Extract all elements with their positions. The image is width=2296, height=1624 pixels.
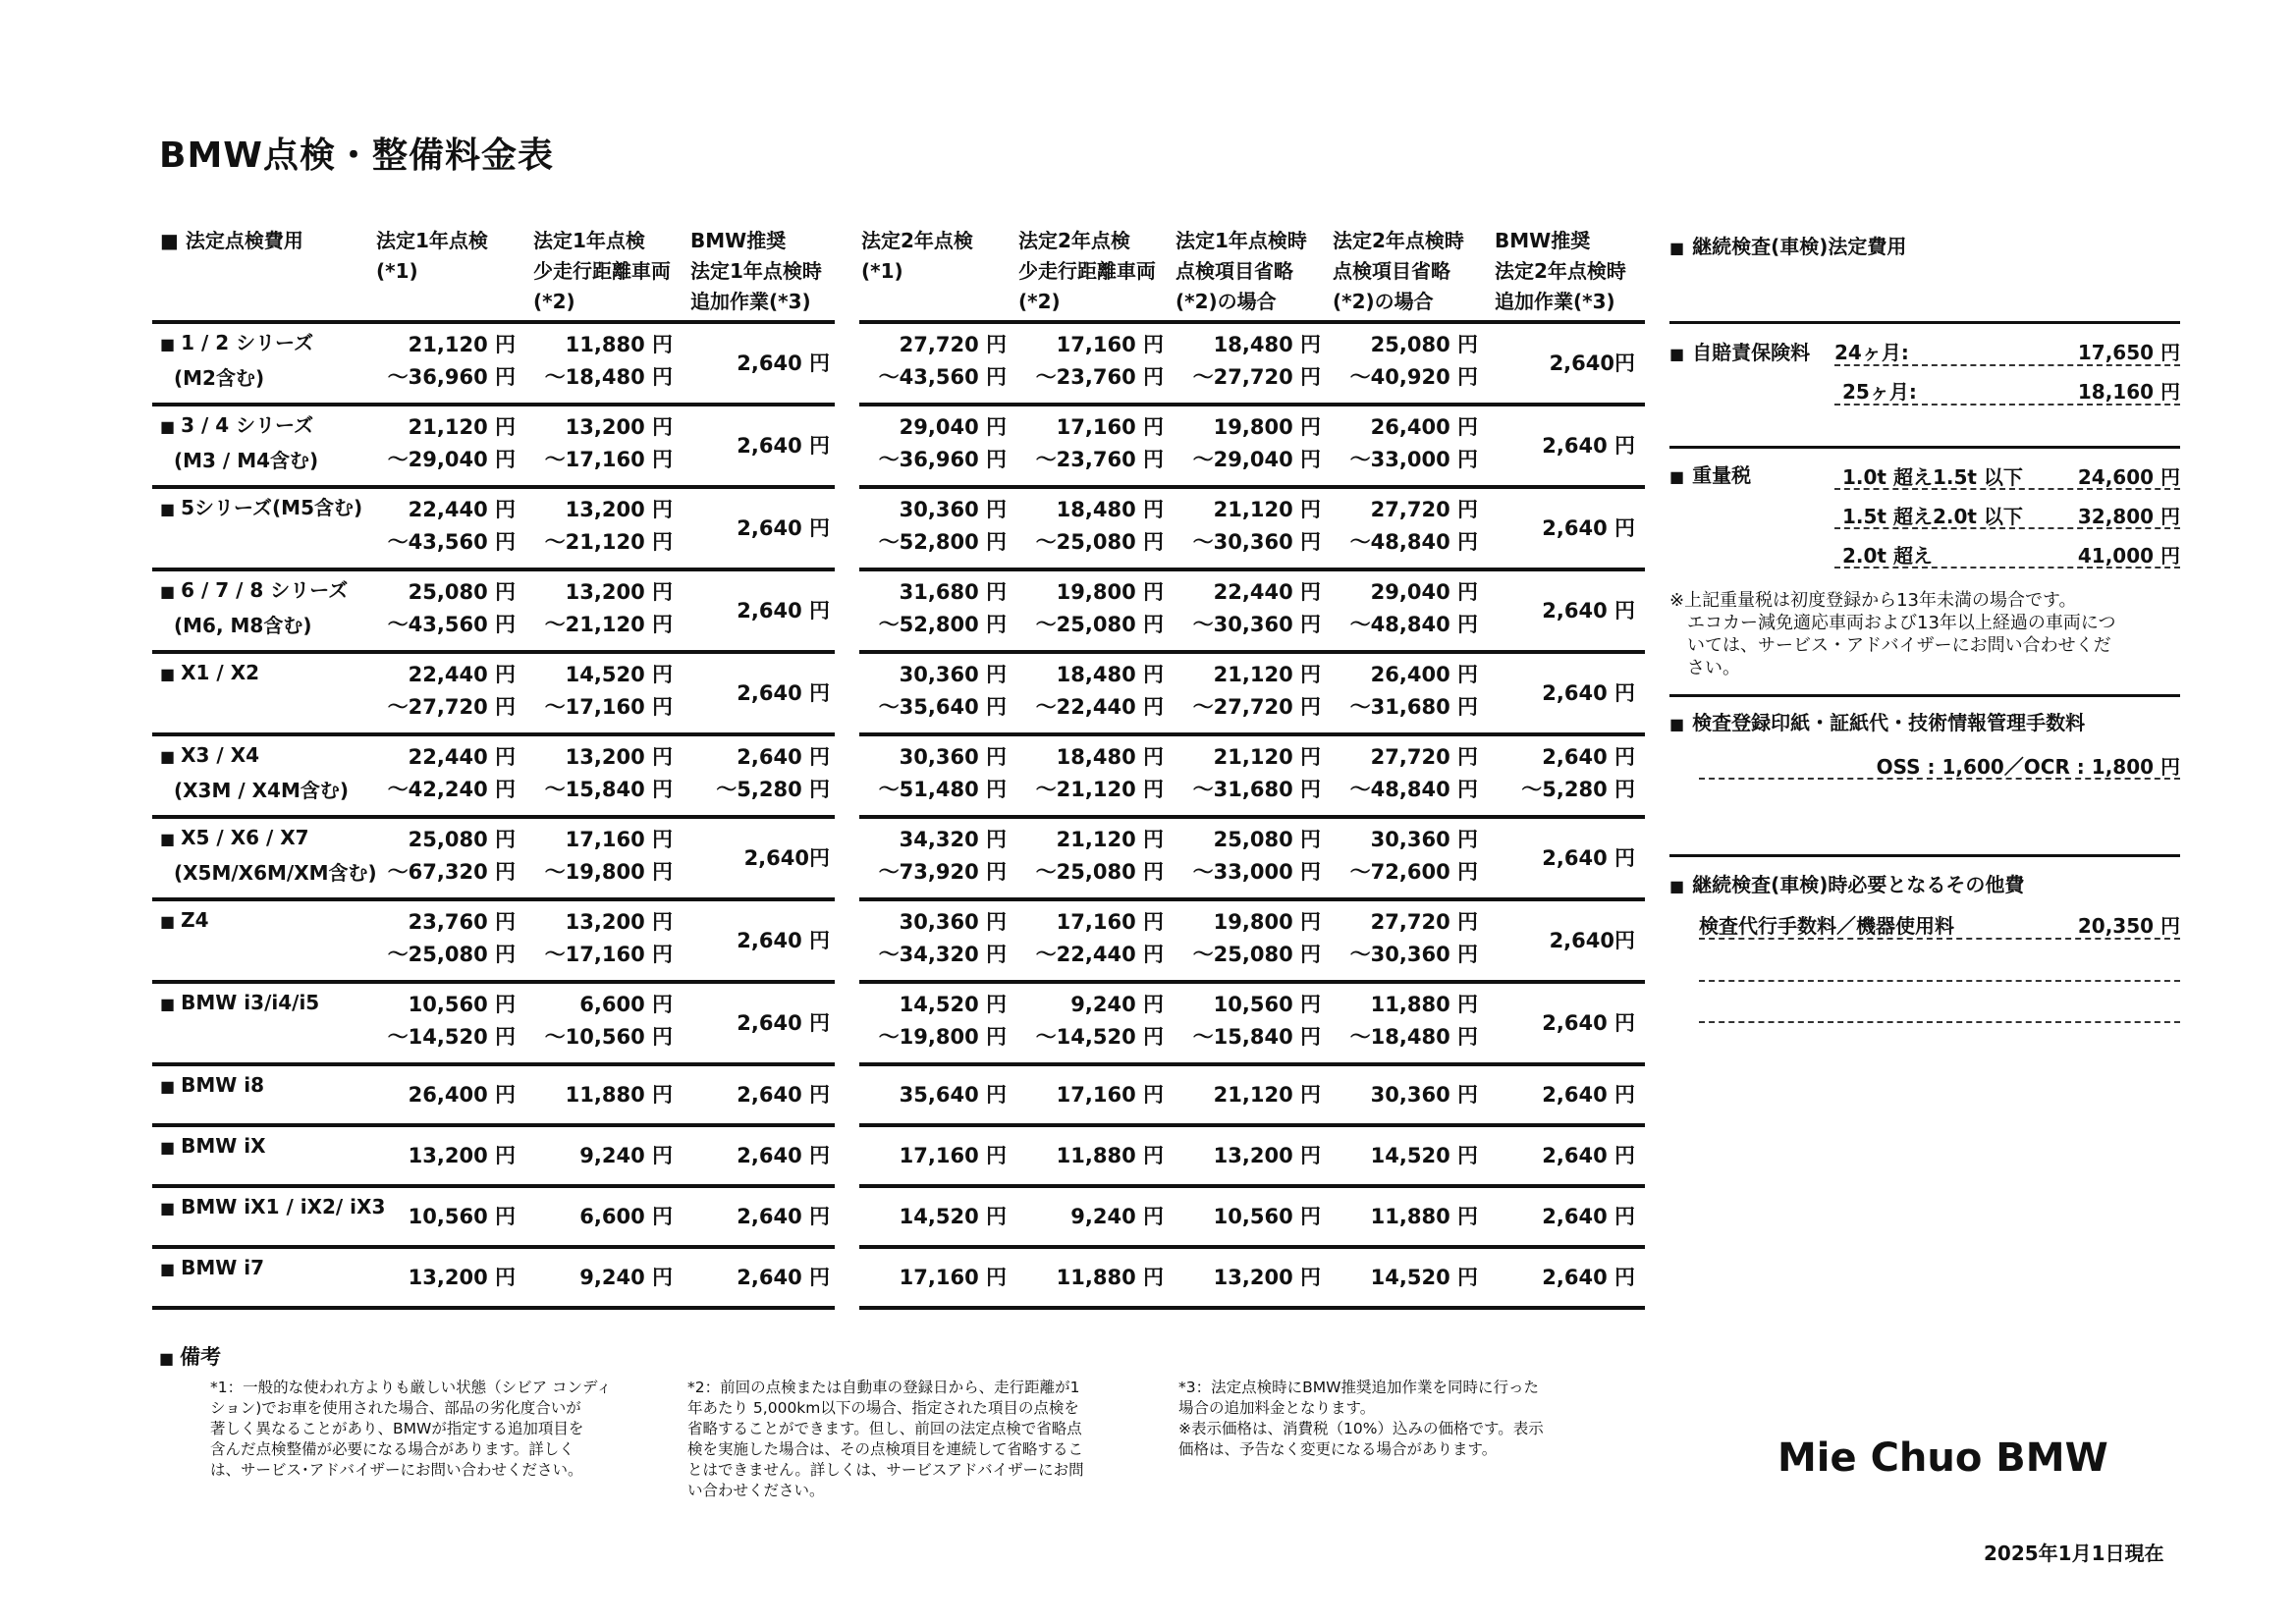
- price-cell: 14,520 円: [899, 1204, 1007, 1228]
- dealer-logo-text: Mie Chuo BMW: [1777, 1435, 2108, 1481]
- jibaiseki-price: 17,650 円: [2077, 341, 2180, 364]
- price-cell: 2,640 円: [1542, 1143, 1635, 1167]
- juryo-term: 1.5t 超え2.0t 以下: [1842, 505, 2023, 528]
- model-label: BMW iX1 / iX2/ iX3: [181, 1195, 386, 1218]
- price-cell: 30,360 円: [899, 910, 1007, 934]
- price-cell: 2,640円: [1549, 351, 1635, 375]
- model-label: X5 / X6 / X7: [181, 826, 309, 849]
- price-cell: 14,520 円: [1370, 1265, 1478, 1289]
- model-name: [160, 326, 313, 361]
- price-cell: 2,640 円: [1542, 680, 1635, 705]
- price-cell: 2,640 円: [1542, 1204, 1635, 1228]
- price-cell: 13,200 円: [565, 745, 673, 769]
- price-cell: 13,200 円: [1213, 1143, 1321, 1167]
- column-header: 法定1年点検 (*1): [376, 229, 488, 283]
- price-cell: 2,640 円: [737, 598, 830, 623]
- price-cell: ～40,920 円: [1349, 365, 1478, 389]
- table-row: [152, 489, 1645, 568]
- table-row: [152, 736, 1645, 815]
- other-fee-heading: ■ 継続検査(車検)時必要となるその他費: [1669, 873, 2025, 896]
- bullet-icon: ■: [160, 1199, 176, 1218]
- price-cell: 25,080 円: [1213, 828, 1321, 851]
- price-cell: ～19,800 円: [878, 1025, 1007, 1049]
- model-name: [160, 1068, 264, 1104]
- price-cell: ～33,000 円: [1349, 448, 1478, 471]
- price-cell: 17,160 円: [1056, 910, 1164, 934]
- column-header: BMW推奨 法定2年点検時 追加作業(*3): [1495, 229, 1626, 313]
- model-name: [160, 656, 259, 691]
- price-cell: ～25,080 円: [1035, 530, 1164, 554]
- price-cell: ～27,720 円: [1192, 695, 1321, 719]
- price-cell: 2,640 円: [737, 351, 830, 375]
- price-cell: 14,520 円: [565, 663, 673, 686]
- price-cell: 30,360 円: [1370, 828, 1478, 851]
- price-cell: 17,160 円: [1056, 415, 1164, 439]
- juryo-term: 2.0t 超え: [1842, 544, 1933, 568]
- price-cell: 2,640円: [743, 845, 830, 870]
- model-sub: (X3M / X4M含む): [174, 779, 349, 802]
- price-cell: 9,240 円: [1070, 993, 1164, 1016]
- price-cell: 13,200 円: [565, 580, 673, 604]
- price-cell: 2,640 円: [1542, 1010, 1635, 1035]
- juryo-term: 1.0t 超え1.5t 以下: [1842, 465, 2023, 489]
- price-cell: 18,480 円: [1056, 663, 1164, 686]
- model-sub: (M3 / M4含む): [174, 449, 319, 472]
- model-label: 3 / 4 シリーズ: [181, 413, 314, 437]
- price-cell: 19,800 円: [1056, 580, 1164, 604]
- bullet-icon: ■: [160, 912, 176, 931]
- price-cell: 2,640円: [1549, 928, 1635, 952]
- juryo-label: ■ 重量税: [1669, 463, 1752, 487]
- table-row: [152, 819, 1645, 897]
- price-cell: 35,640 円: [899, 1082, 1007, 1107]
- price-cell: ～34,320 円: [878, 943, 1007, 966]
- row-divider: [859, 1306, 1645, 1310]
- price-cell: 21,120 円: [408, 415, 516, 439]
- model-label: BMW i7: [181, 1256, 265, 1279]
- other-fee-price: 20,350 円: [2077, 914, 2180, 938]
- price-cell: 21,120 円: [1213, 1082, 1321, 1107]
- bullet-icon: ■: [160, 1077, 176, 1096]
- price-cell: 27,720 円: [1370, 745, 1478, 769]
- price-cell: 13,200 円: [565, 415, 673, 439]
- price-cell: 17,160 円: [1056, 1082, 1164, 1107]
- price-cell: 11,880 円: [1370, 1204, 1478, 1228]
- price-cell: 17,160 円: [899, 1143, 1007, 1167]
- price-cell: 2,640 円: [1542, 433, 1635, 458]
- price-cell: 13,200 円: [565, 498, 673, 521]
- price-cell: 2,640 円: [737, 433, 830, 458]
- price-cell: ～72,600 円: [1349, 860, 1478, 884]
- price-cell: ～21,120 円: [1035, 778, 1164, 801]
- price-cell: ～31,680 円: [1349, 695, 1478, 719]
- model-label: X1 / X2: [181, 661, 260, 684]
- price-cell: ～5,280 円: [1521, 778, 1635, 801]
- price-cell: ～43,560 円: [387, 530, 516, 554]
- bullet-icon: ■: [160, 747, 176, 766]
- dotted-line: [1699, 980, 2180, 982]
- price-cell: 2,640 円: [1542, 598, 1635, 623]
- model-label: BMW i8: [181, 1073, 265, 1097]
- price-cell: ～18,480 円: [1349, 1025, 1478, 1049]
- column-header: 法定2年点検 (*1): [861, 229, 973, 283]
- price-cell: ～27,720 円: [1192, 365, 1321, 389]
- price-cell: 2,640 円: [1542, 845, 1635, 870]
- price-cell: 11,880 円: [1056, 1265, 1164, 1289]
- table-row: [152, 1127, 1645, 1184]
- footnote-2: *2：前回の点検または自動車の登録日から、走行距離が1 年あたり 5,000km以下の場合、指定された項目の点検を 省略することができます。但し、前回の法定点検で省略点 検を実施した場合は、その点検項目を連続して省略するこ とはできません。詳しくは、サービスアドバイザーにお問 い合わせください。: [687, 1379, 1084, 1499]
- price-cell: 22,440 円: [408, 498, 516, 521]
- juryo-note: ※上記重量税は初度登録から13年未満の場合です。 エコカー減免適応車両および13年以上経過の車両につ いては、サービス・アドバイザーにお問い合わせくだ さい。: [1669, 590, 2116, 678]
- price-cell: 23,760 円: [408, 910, 516, 934]
- price-cell: 2,640 円: [737, 1010, 830, 1035]
- price-cell: 18,480 円: [1213, 333, 1321, 356]
- model-name: [160, 573, 348, 609]
- divider: [1669, 321, 2180, 324]
- juryo-price: 41,000 円: [2077, 544, 2180, 568]
- price-cell: 27,720 円: [899, 333, 1007, 356]
- other-fee-item: 検査代行手数料／機器使用料: [1699, 914, 1954, 938]
- bullet-icon: ■: [160, 582, 176, 601]
- price-cell: ～15,840 円: [1192, 1025, 1321, 1049]
- price-cell: ～31,680 円: [1192, 778, 1321, 801]
- price-cell: ～52,800 円: [878, 530, 1007, 554]
- juryo-price: 24,600 円: [2077, 465, 2180, 489]
- price-cell: ～22,440 円: [1035, 695, 1164, 719]
- jibaiseki-term: 25ヶ月:: [1842, 380, 1917, 404]
- price-cell: 17,160 円: [899, 1265, 1007, 1289]
- dotted-line: [1699, 938, 2180, 940]
- price-cell: 10,560 円: [408, 993, 516, 1016]
- model-label: 1 / 2 シリーズ: [181, 331, 314, 354]
- column-header: ■ 法定点検費用: [160, 229, 303, 252]
- price-cell: 2,640 円: [1542, 1082, 1635, 1107]
- divider: [1669, 446, 2180, 449]
- price-cell: 10,560 円: [1213, 993, 1321, 1016]
- price-cell: 34,320 円: [899, 828, 1007, 851]
- price-cell: 13,200 円: [1213, 1265, 1321, 1289]
- model-name: [160, 738, 259, 774]
- price-cell: 2,640 円: [1542, 745, 1635, 769]
- price-cell: 26,400 円: [1370, 415, 1478, 439]
- row-divider: [152, 1306, 835, 1310]
- price-cell: 11,880 円: [1370, 993, 1478, 1016]
- price-cell: 11,880 円: [565, 1082, 673, 1107]
- table-row: [152, 571, 1645, 650]
- model-label: Z4: [181, 908, 209, 932]
- price-cell: 25,080 円: [1370, 333, 1478, 356]
- price-cell: ～29,040 円: [387, 448, 516, 471]
- price-cell: ～17,160 円: [544, 695, 673, 719]
- price-cell: 26,400 円: [1370, 663, 1478, 686]
- bullet-icon: ■: [160, 830, 176, 848]
- dotted-line: [1834, 488, 2180, 490]
- table-row: [152, 1066, 1645, 1123]
- column-header: 法定1年点検時 点検項目省略 (*2)の場合: [1175, 229, 1307, 313]
- price-cell: 13,200 円: [565, 910, 673, 934]
- inspection-stamp-heading: ■ 検査登録印紙・証紙代・技術情報管理手数料: [1669, 711, 2086, 734]
- price-cell: ～19,800 円: [544, 860, 673, 884]
- price-cell: 17,160 円: [565, 828, 673, 851]
- price-cell: ～30,360 円: [1349, 943, 1478, 966]
- model-label: 6 / 7 / 8 シリーズ: [181, 578, 349, 602]
- table-row: [152, 984, 1645, 1062]
- model-sub: (X5M/X6M/XM含む): [174, 861, 377, 885]
- price-cell: 25,080 円: [408, 580, 516, 604]
- footnote-1: *1：一般的な使われ方よりも厳しい状態（シビア コンディ ション)でお車を使用された場合、部品の劣化度合いが 著しく異なることがあり、BMWが指定する追加項目を 含んだ点検整備が必要になる場合があります。詳しく は、サービス･アドバイザーにお問い合わせください。: [210, 1379, 612, 1479]
- price-cell: 21,120 円: [408, 333, 516, 356]
- price-cell: 2,640 円: [737, 1265, 830, 1289]
- price-cell: 31,680 円: [899, 580, 1007, 604]
- table-row: [152, 654, 1645, 732]
- price-cell: ～48,840 円: [1349, 530, 1478, 554]
- model-label: BMW i3/i4/i5: [181, 991, 320, 1014]
- price-cell: 22,440 円: [1213, 580, 1321, 604]
- price-cell: ～23,760 円: [1035, 365, 1164, 389]
- price-cell: 2,640 円: [737, 680, 830, 705]
- price-cell: 9,240 円: [579, 1265, 673, 1289]
- dotted-line: [1834, 404, 2180, 406]
- price-cell: 2,640 円: [737, 928, 830, 952]
- price-cell: ～25,080 円: [1035, 613, 1164, 636]
- statutory-fee-heading: ■ 継続検査(車検)法定費用: [1669, 235, 1907, 258]
- dotted-line: [1699, 778, 2180, 780]
- bullet-icon: ■: [160, 500, 176, 518]
- divider: [1669, 854, 2180, 857]
- price-cell: ～23,760 円: [1035, 448, 1164, 471]
- table-row: [152, 901, 1645, 980]
- column-header: 法定2年点検時 点検項目省略 (*2)の場合: [1333, 229, 1464, 313]
- price-cell: ～51,480 円: [878, 778, 1007, 801]
- model-name: [160, 903, 209, 939]
- price-cell: 29,040 円: [1370, 580, 1478, 604]
- model-label: 5シリーズ(M5含む): [181, 496, 363, 519]
- model-name: [160, 408, 313, 444]
- price-cell: ～36,960 円: [878, 448, 1007, 471]
- model-sub: (M2含む): [174, 366, 265, 390]
- price-cell: 13,200 円: [408, 1143, 516, 1167]
- price-cell: ～29,040 円: [1192, 448, 1321, 471]
- bullet-icon: ■: [160, 1260, 176, 1278]
- price-cell: 22,440 円: [408, 745, 516, 769]
- price-cell: ～14,520 円: [387, 1025, 516, 1049]
- price-cell: 11,880 円: [565, 333, 673, 356]
- price-cell: 10,560 円: [1213, 1204, 1321, 1228]
- price-cell: ～33,000 円: [1192, 860, 1321, 884]
- model-name: [160, 821, 309, 856]
- inspection-stamp-value: OSS : 1,600／OCR : 1,800 円: [1876, 755, 2180, 779]
- price-cell: 18,480 円: [1056, 498, 1164, 521]
- price-cell: 14,520 円: [899, 993, 1007, 1016]
- price-cell: ～10,560 円: [544, 1025, 673, 1049]
- price-cell: 27,720 円: [1370, 498, 1478, 521]
- price-cell: 2,640 円: [1542, 1265, 1635, 1289]
- bullet-icon: ■: [160, 1138, 176, 1157]
- price-cell: 17,160 円: [1056, 333, 1164, 356]
- price-cell: 30,360 円: [1370, 1082, 1478, 1107]
- table-row: [152, 1188, 1645, 1245]
- price-cell: 26,400 円: [408, 1082, 516, 1107]
- price-cell: 18,480 円: [1056, 745, 1164, 769]
- price-cell: 22,440 円: [408, 663, 516, 686]
- price-cell: ～67,320 円: [387, 860, 516, 884]
- price-cell: 2,640 円: [737, 1143, 830, 1167]
- as-of-date: 2025年1月1日現在: [1984, 1542, 2164, 1565]
- price-cell: ～42,240 円: [387, 778, 516, 801]
- price-cell: 21,120 円: [1213, 663, 1321, 686]
- price-cell: ～25,080 円: [1192, 943, 1321, 966]
- price-cell: 10,560 円: [408, 1204, 516, 1228]
- price-cell: ～73,920 円: [878, 860, 1007, 884]
- model-name: [160, 986, 319, 1021]
- bullet-icon: ■: [160, 665, 176, 683]
- price-cell: 6,600 円: [579, 993, 673, 1016]
- notes-heading: ■ 備考: [159, 1345, 222, 1369]
- price-cell: ～5,280 円: [716, 778, 830, 801]
- price-cell: 30,360 円: [899, 498, 1007, 521]
- price-cell: ～21,120 円: [544, 613, 673, 636]
- model-label: X3 / X4: [181, 743, 260, 767]
- jibaiseki-term: 24ヶ月:: [1834, 341, 1909, 364]
- price-cell: 30,360 円: [899, 663, 1007, 686]
- divider: [1669, 694, 2180, 697]
- column-header: 法定2年点検 少走行距離車両 (*2): [1018, 229, 1156, 313]
- price-cell: ～43,560 円: [878, 365, 1007, 389]
- price-cell: ～30,360 円: [1192, 613, 1321, 636]
- price-cell: ～14,520 円: [1035, 1025, 1164, 1049]
- price-cell: 2,640 円: [1542, 515, 1635, 540]
- price-cell: ～48,840 円: [1349, 778, 1478, 801]
- price-cell: ～17,160 円: [544, 448, 673, 471]
- price-cell: ～36,960 円: [387, 365, 516, 389]
- column-header: 法定1年点検 少走行距離車両 (*2): [533, 229, 671, 313]
- price-cell: 29,040 円: [899, 415, 1007, 439]
- dotted-line: [1699, 1021, 2180, 1023]
- price-cell: ～35,640 円: [878, 695, 1007, 719]
- footnote-3: *3：法定点検時にBMW推奨追加作業を同時に行った 場合の追加料金となります。 ※表示価格は、消費税（10%）込みの価格です。表示 価格は、予告なく変更になる場合があります。: [1178, 1379, 1544, 1458]
- price-cell: 21,120 円: [1213, 745, 1321, 769]
- price-cell: ～52,800 円: [878, 613, 1007, 636]
- price-cell: ～18,480 円: [544, 365, 673, 389]
- price-cell: ～25,080 円: [1035, 860, 1164, 884]
- price-cell: 13,200 円: [408, 1265, 516, 1289]
- dotted-line: [1834, 364, 2180, 366]
- price-cell: 2,640 円: [737, 515, 830, 540]
- bullet-icon: ■: [160, 417, 176, 436]
- price-cell: 21,120 円: [1213, 498, 1321, 521]
- price-cell: ～15,840 円: [544, 778, 673, 801]
- jibaiseki-price: 18,160 円: [2077, 380, 2180, 404]
- bullet-icon: ■: [160, 335, 176, 353]
- table-row: [152, 406, 1645, 485]
- price-cell: 11,880 円: [1056, 1143, 1164, 1167]
- price-cell: 27,720 円: [1370, 910, 1478, 934]
- dotted-line: [1834, 567, 2180, 568]
- price-cell: 6,600 円: [579, 1204, 673, 1228]
- dotted-line: [1834, 527, 2180, 529]
- price-cell: 25,080 円: [408, 828, 516, 851]
- price-cell: ～22,440 円: [1035, 943, 1164, 966]
- price-cell: 2,640 円: [737, 1204, 830, 1228]
- table-row: [152, 324, 1645, 403]
- model-name: [160, 1190, 385, 1225]
- price-cell: 2,640 円: [737, 1082, 830, 1107]
- model-label: BMW iX: [181, 1134, 266, 1158]
- price-cell: 19,800 円: [1213, 415, 1321, 439]
- price-cell: ～17,160 円: [544, 943, 673, 966]
- price-cell: 2,640 円: [737, 745, 830, 769]
- price-cell: 21,120 円: [1056, 828, 1164, 851]
- price-cell: ～21,120 円: [544, 530, 673, 554]
- jibaiseki-label: ■ 自賠責保険料: [1669, 341, 1811, 364]
- price-cell: 30,360 円: [899, 745, 1007, 769]
- price-cell: ～25,080 円: [387, 943, 516, 966]
- price-cell: ～27,720 円: [387, 695, 516, 719]
- model-name: [160, 491, 362, 526]
- price-cell: 9,240 円: [1070, 1204, 1164, 1228]
- table-row: [152, 1249, 1645, 1306]
- page-title: BMW点検・整備料金表: [159, 135, 554, 176]
- price-cell: ～30,360 円: [1192, 530, 1321, 554]
- column-header: BMW推奨 法定1年点検時 追加作業(*3): [690, 229, 822, 313]
- bullet-icon: ■: [160, 995, 176, 1013]
- price-cell: 9,240 円: [579, 1143, 673, 1167]
- juryo-price: 32,800 円: [2077, 505, 2180, 528]
- model-sub: (M6, M8含む): [174, 614, 312, 637]
- price-cell: 19,800 円: [1213, 910, 1321, 934]
- price-cell: ～43,560 円: [387, 613, 516, 636]
- price-cell: 14,520 円: [1370, 1143, 1478, 1167]
- model-name: [160, 1251, 264, 1286]
- price-cell: ～48,840 円: [1349, 613, 1478, 636]
- model-name: [160, 1129, 266, 1164]
